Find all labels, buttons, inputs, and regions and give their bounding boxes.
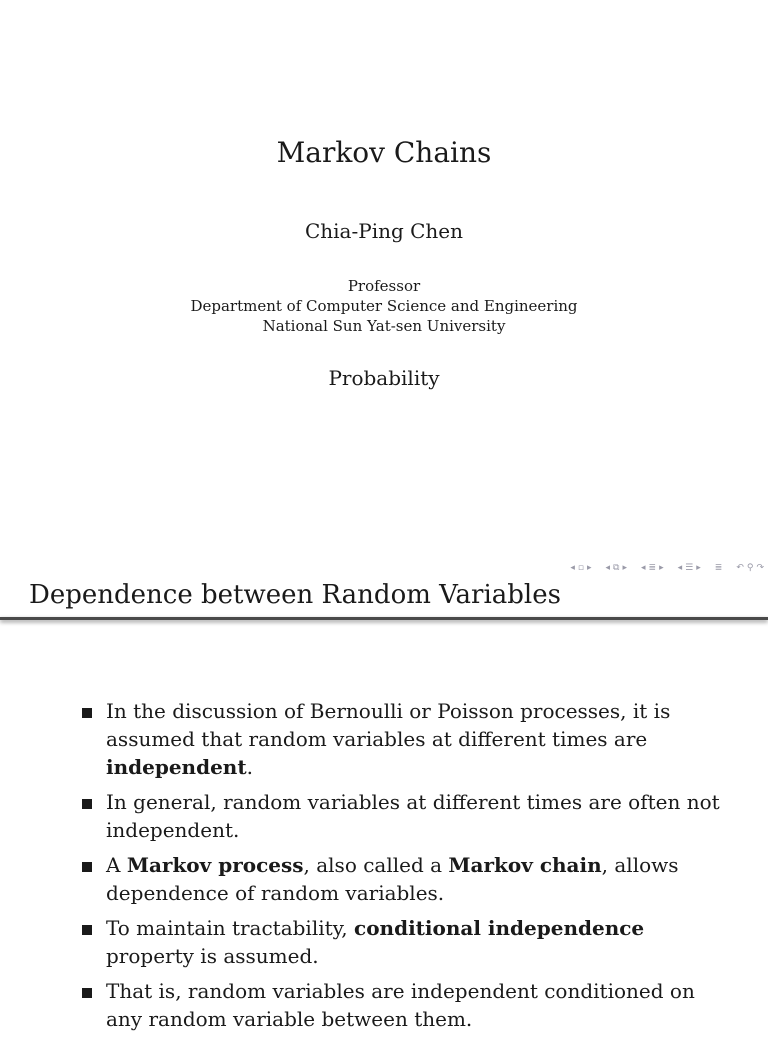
- bullet-text: That is, random variables are independent conditioned on any random variable between them.: [106, 979, 695, 1031]
- header-divider: [0, 617, 768, 620]
- document-nav[interactable]: [715, 563, 723, 573]
- author-name: Chia-Ping Chen: [304, 219, 464, 243]
- arrow-left-icon[interactable]: ◂: [677, 563, 683, 573]
- bold-term: Markov chain: [448, 853, 602, 877]
- bullet-list: [82, 697, 722, 1040]
- section-nav-icon[interactable]: ☰: [685, 563, 694, 573]
- bullet-square-icon: [82, 708, 92, 718]
- frame-header: [0, 576, 768, 618]
- arrow-left-icon[interactable]: ◂: [641, 563, 646, 573]
- bullet-square-icon: [82, 799, 92, 809]
- institute-line: Department of Computer Science and Engineering: [190, 297, 578, 315]
- arrow-right-icon[interactable]: ▸: [586, 563, 592, 573]
- undo-icon[interactable]: ↶: [736, 563, 744, 573]
- bullet-text: A: [106, 853, 127, 877]
- redo-icon[interactable]: ↷: [756, 563, 764, 573]
- bold-term: Markov process: [126, 853, 304, 877]
- section-nav[interactable]: [641, 563, 664, 573]
- frame-nav-icon[interactable]: ▫: [577, 563, 584, 573]
- search-zoom[interactable]: [736, 563, 764, 573]
- document-nav-icon[interactable]: ≣: [714, 563, 723, 573]
- section-nav-icon[interactable]: ≣: [648, 563, 657, 573]
- frame-nav[interactable]: [570, 563, 591, 573]
- arrow-left-icon[interactable]: ◂: [570, 563, 575, 573]
- arrow-left-icon[interactable]: ◂: [605, 563, 611, 573]
- bold-term: conditional independence: [354, 916, 645, 940]
- bullet-text: In the discussion of Bernoulli or Poisson processes, it is assumed that random variables at different times are: [106, 699, 671, 751]
- bullet-text: To maintain tractability,: [106, 916, 355, 940]
- bullet-square-icon: [82, 925, 92, 935]
- institute-line: Professor: [347, 277, 421, 295]
- list-item: [82, 851, 722, 907]
- bullet-text: .: [246, 755, 253, 779]
- bullet-text: In general, random variables at different times are often not independent.: [106, 790, 720, 842]
- list-item: [82, 697, 722, 781]
- arrow-right-icon[interactable]: ▸: [696, 563, 701, 573]
- subsection-nav[interactable]: [606, 563, 628, 573]
- presentation-date: Probability: [328, 366, 440, 390]
- list-item: [82, 788, 722, 844]
- presentation-title: Markov Chains: [276, 136, 492, 169]
- bullet-square-icon: [82, 862, 92, 872]
- institute-line: National Sun Yat-sen University: [262, 317, 506, 335]
- subsection-nav-icon[interactable]: ⧉: [613, 563, 620, 573]
- bullet-text: property is assumed.: [106, 944, 319, 968]
- arrow-right-icon[interactable]: ▸: [622, 563, 628, 573]
- frame-title: Dependence between Random Variables: [29, 580, 561, 610]
- list-item: [82, 977, 722, 1033]
- section-nav-2[interactable]: [678, 563, 701, 573]
- bullet-text: , also called a: [303, 853, 449, 877]
- beamer-navigation-bar: [556, 560, 764, 576]
- institute-block: [0, 276, 768, 336]
- bullet-text: , allows dependence of random variables.: [106, 853, 679, 905]
- search-zoom-icon[interactable]: ⚲: [746, 563, 754, 573]
- bold-term: independent: [106, 755, 247, 779]
- bullet-square-icon: [82, 988, 92, 998]
- arrow-right-icon[interactable]: ▸: [659, 563, 664, 573]
- list-item: [82, 914, 722, 970]
